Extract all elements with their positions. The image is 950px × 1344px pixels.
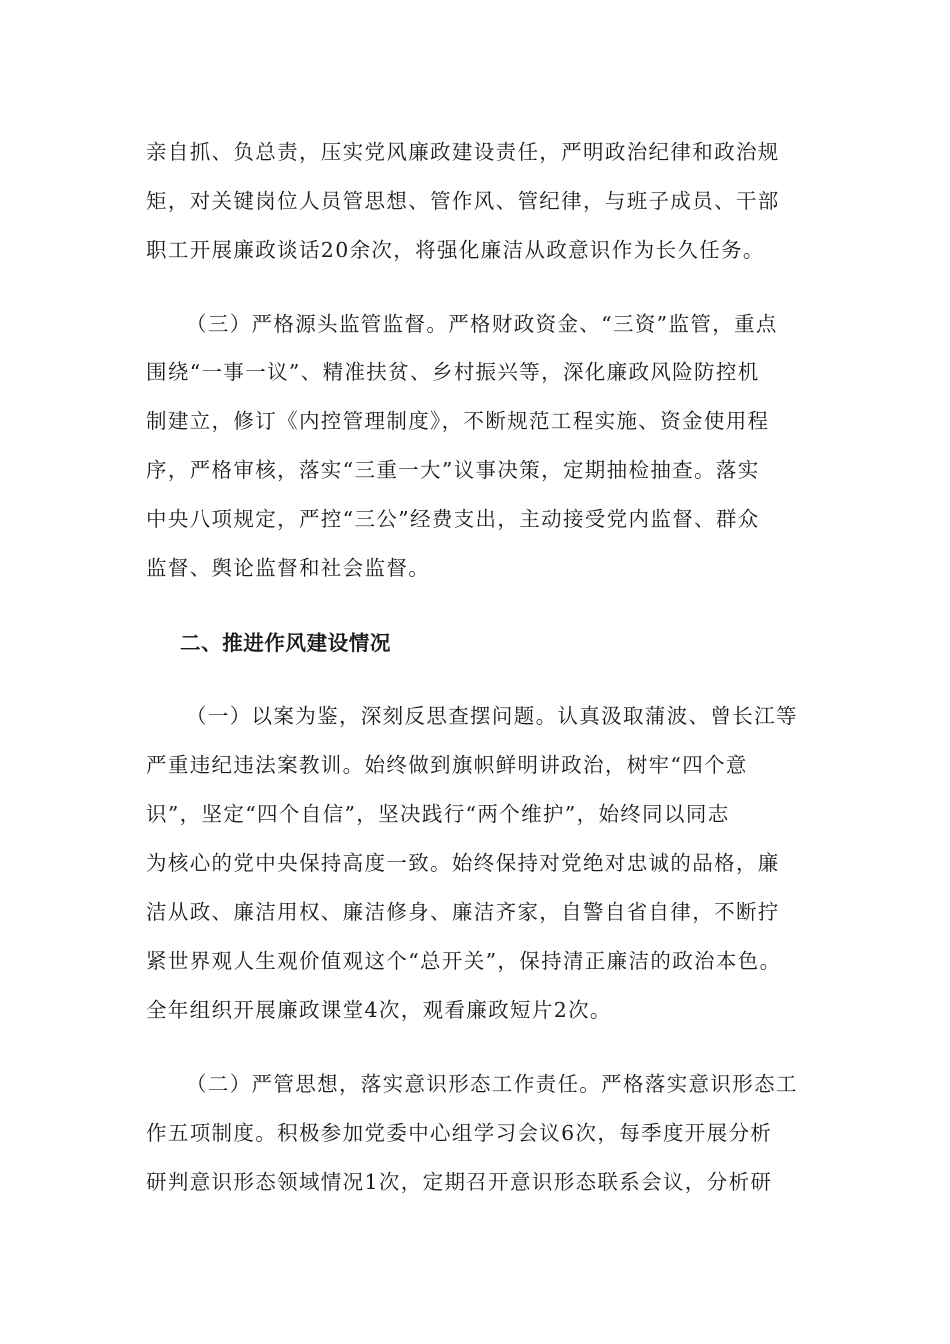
paragraph-b-line-4: 序，严格审核，落实“三重一大”议事决策，定期抽检抽查。落实	[146, 458, 760, 482]
paragraph-d-line-2: 作五项制度。积极参加党委中心组学习会议6次，每季度开展分析	[146, 1121, 773, 1145]
section-heading: 二、推进作风建设情况	[180, 631, 391, 655]
paragraph-a-line-3: 职工开展廉政谈话20余次，将强化廉洁从政意识作为长久任务。	[146, 238, 765, 262]
paragraph-c-line-2: 严重违纪违法案教训。始终做到旗帜鲜明讲政治，树牢“四个意	[146, 753, 748, 777]
paragraph-b-line-3: 制建立，修订《内控管理制度》，不断规范工程实施、资金使用程	[146, 409, 770, 433]
paragraph-c-line-1: （一）以案为鉴，深刻反思查摆问题。认真汲取蒲波、曾长江等	[186, 704, 798, 728]
paragraph-a-line-1: 亲自抓、负总责，压实党风廉政建设责任，严明政治纪律和政治规	[146, 140, 780, 164]
paragraph-c-line-4: 为核心的党中央保持高度一致。始终保持对党绝对忠诚的品格，廉	[146, 851, 780, 875]
paragraph-c-line-7: 全年组织开展廉政课堂4次，观看廉政短片2次。	[146, 998, 612, 1022]
paragraph-b-line-5: 中央八项规定，严控“三公”经费支出，主动接受党内监督、群众	[146, 507, 760, 531]
paragraph-b-line-2: 围绕“一事一议”、精准扶贫、乡村振兴等，深化廉政风险防控机	[146, 360, 760, 384]
paragraph-b-line-6: 监督、舆论监督和社会监督。	[146, 556, 431, 580]
paragraph-d-line-1: （二）严管思想，落实意识形态工作责任。严格落实意识形态工	[186, 1072, 798, 1096]
paragraph-c-line-5: 洁从政、廉洁用权、廉洁修身、廉洁齐家，自警自省自律，不断拧	[146, 900, 780, 924]
paragraph-a-line-2: 矩，对关键岗位人员管思想、管作风、管纪律，与班子成员、干部	[146, 189, 780, 213]
paragraph-c-line-3: 识”，坚定“四个自信”，坚决践行“两个维护”，始终同以同志	[146, 802, 730, 826]
paragraph-d-line-3: 研判意识形态领域情况1次，定期召开意识形态联系会议，分析研	[146, 1170, 773, 1194]
paragraph-b-line-1: （三）严格源头监管监督。严格财政资金、“三资”监管，重点	[186, 312, 778, 336]
paragraph-c-line-6: 紧世界观人生观价值观这个“总开关”，保持清正廉洁的政治本色。	[146, 949, 782, 973]
